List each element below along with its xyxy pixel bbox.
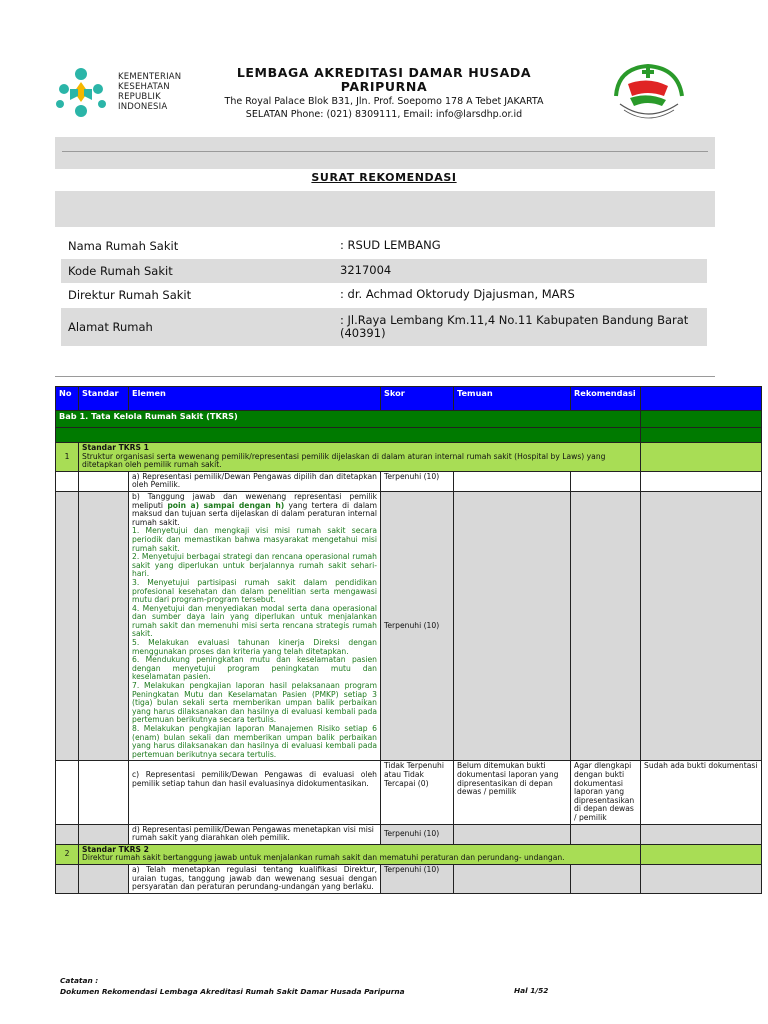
- standard-row: [56, 443, 762, 472]
- standard-cell: [79, 443, 641, 472]
- standard-description: Struktur organisasi serta wewenang pemilik/representasi pemilik dijelaskan di dalam aturan internal rumah sakit (Hospital by Laws) yang ditetapkan oleh pemilik rumah sakit.: [82, 451, 606, 470]
- divider: [55, 376, 715, 377]
- element-text: a) Representasi pemilik/Dewan Pengawas dipilih dan ditetapkan oleh Pemilik.: [129, 471, 381, 491]
- info-value: : dr. Achmad Oktorudy Djajusman, MARS: [340, 287, 575, 301]
- follow-up-cell: Sudah ada bukti dokumentasi: [641, 761, 762, 824]
- element-sub-item: 7. Melakukan pengkajian laporan hasil pelaksanaan program Peningkatan Mutu dan Keselamatan Pasien (PMKP) setiap 3 (tiga) bulan sekali serta memberikan umpan balik perbaikan yang harus dilaksanakan dan hasilnya di evaluasi kembali pada pertemuan berikutnya secara tertulis.: [132, 681, 377, 725]
- info-label: Direktur Rumah Sakit: [68, 288, 192, 302]
- score-cell: Terpenuhi (10): [381, 864, 454, 893]
- info-row-name: [61, 236, 707, 258]
- score-cell: Terpenuhi (10): [381, 471, 454, 491]
- info-row-director: [61, 285, 707, 307]
- table-row: [56, 864, 762, 893]
- ministry-name: KEMENTERIAN KESEHATAN REPUBLIK INDONESIA: [118, 72, 182, 112]
- element-sub-item: 3. Menyetujui partisipasi rumah sakit dalam pendidikan profesional kesehatan dan dalam penelitian serta mengawasi mutu dari program-program tersebut.: [132, 577, 377, 605]
- larsdhp-logo-icon: [608, 62, 690, 124]
- recommendation-cell: Agar dlengkapi dengan bukti dokumentasi laporan yang dipresentasikan di depan dewas / pemilik: [571, 761, 641, 824]
- column-header: No: [56, 387, 79, 411]
- kemenkes-logo-icon: [50, 66, 114, 118]
- footer-note-label: Catatan :: [60, 976, 99, 985]
- table-row: [56, 761, 762, 824]
- page-number: Hal 1/52: [514, 986, 549, 995]
- element-sub-item: 2. Menyetujui berbagai strategi dan rencana operasional rumah sakit yang diperlukan untuk berjalannya rumah sakit sehari- hari.: [132, 552, 377, 579]
- document-title: SURAT REKOMENDASI: [311, 171, 457, 184]
- header-grey-band: [55, 137, 715, 169]
- info-value: 3217004: [340, 263, 392, 277]
- column-header-empty: [641, 387, 762, 411]
- standard-number: 2: [56, 844, 79, 864]
- score-cell: Terpenuhi (10): [381, 824, 454, 844]
- table-row: [56, 491, 762, 760]
- element-text: a) Telah menetapkan regulasi tentang kualifikasi Direktur, uraian tugas, tanggung jawab dan wewenang sesuai dengan persyaratan dan peraturan perundang-undangan yang berlaku.: [129, 864, 381, 893]
- info-label: Nama Rumah Sakit: [68, 239, 179, 253]
- spacer-row: [56, 428, 762, 443]
- org-title-line-2: PARIPURNA: [340, 79, 428, 94]
- chapter-row: [56, 411, 762, 428]
- standard-title: Standar TKRS 2: [82, 844, 149, 854]
- column-header: Rekomendasi: [571, 387, 641, 411]
- address-line-2: SELATAN Phone: (021) 8309111, Email: info@larsdhp.or.id: [245, 109, 523, 120]
- table-row: [56, 471, 762, 491]
- assessment-table: [55, 386, 762, 894]
- info-value: : RSUD LEMBANG: [340, 238, 441, 252]
- table-header-row: [56, 387, 762, 411]
- column-header: Standar: [79, 387, 129, 411]
- element-text: b) Tanggung jawab dan wewenang representasi pemilik meliputi poin a) sampai dengan h) yang tertera di dalam maksud dan tujuan serta dijelaskan di dalam peraturan internal rumah sakit. 1. Menyetujui dan mengkaji visi misi rumah sakit secara periodik dan memastikan bahwa masyarakat mengetahui misi rumah sakit. 2. Menyetujui berbagai strategi dan rencana operasional rumah sakit yang diperlukan untuk berjalannya rumah sakit sehari- hari. 3. Menyetujui partisipasi rumah sakit dalam pendidikan profesional kesehatan dan dalam penelitian serta mengawasi mutu dari program-program tersebut. 4. Menyetujui dan menyediakan modal serta dana operasional dan sumber daya lain yang diperlukan untuk menjalankan rumah sakit dan memenuhi misi serta rencana strategis rumah sakit. 5. Melakukan evaluasi tahunan kinerja Direksi dengan menggunakan proses dan kriteria yang telah ditetapkan. 6. Mendukung peningkatan mutu dan keselamatan pasien dengan menyetujui program peningkatan mutu dan keselamatan pasien. 7. Melakukan pengkajian laporan hasil pelaksanaan program Peningkatan Mutu dan Keselamatan Pasien (PMKP) setiap 3 (tiga) bulan sekali serta memberikan umpan balik perbaikan yang harus dilaksanakan dan hasilnya di evaluasi kembali pada pertemuan berikutnya secara tertulis. 8. Melakukan pengkajian laporan Manajemen Risiko setiap 6 (enam) bulan sekali dan memberikan umpan balik perbaikan yang harus dilaksanakan dan hasilnya di evaluasi kembali pada pertemuan berikutnya secara tertulis.: [129, 491, 381, 760]
- info-row-address: [61, 308, 707, 346]
- column-header: Elemen: [129, 387, 381, 411]
- footer-document-name: Dokumen Rekomendasi Lembaga Akreditasi Rumah Sakit Damar Husada Paripurna: [60, 987, 405, 996]
- standard-cell: [79, 844, 641, 864]
- standard-title: Standar TKRS 1: [82, 443, 149, 452]
- chapter-title: Bab 1. Tata Kelola Rumah Sakit (TKRS): [56, 411, 641, 428]
- element-sub-item: 4. Menyetujui dan menyediakan modal serta dana operasional dan sumber daya lain yang diperlukan untuk menjalankan rumah sakit dan memenuhi misi serta rencana strategis rumah sakit.: [132, 603, 377, 639]
- element-text: d) Representasi pemilik/Dewan Pengawas menetapkan visi misi rumah sakit yang diarahkan oleh pemilik.: [129, 824, 381, 844]
- address-line-1: The Royal Palace Blok B31, Jln. Prof. Soepomo 178 A Tebet JAKARTA: [224, 96, 544, 107]
- standard-row: [56, 844, 762, 864]
- element-sub-item: 5. Melakukan evaluasi tahunan kinerja Direksi dengan menggunakan proses dan kriteria yang telah ditetapkan.: [132, 638, 377, 656]
- info-label: Alamat Rumah: [68, 320, 153, 334]
- divider: [62, 151, 708, 152]
- standard-description: Direktur rumah sakit bertanggung jawab untuk menjalankan rumah sakit dan mematuhi peraturan dan perundang- undangan.: [82, 853, 565, 863]
- info-value: : Jl.Raya Lembang Km.11,4 No.11 Kabupaten Bandung Barat (40391): [340, 313, 689, 340]
- title-grey-band: [55, 191, 715, 227]
- column-header: Temuan: [454, 387, 571, 411]
- score-cell: Tidak Terpenuhi atau Tidak Tercapai (0): [381, 761, 454, 824]
- footer: [60, 975, 405, 997]
- org-title-line-1: LEMBAGA AKREDITASI DAMAR HUSADA: [236, 65, 532, 80]
- finding-cell: Belum ditemukan bukti dokumentasi laporan yang dipresentasikan di depan dewas / pemilik: [454, 761, 571, 824]
- letterhead: [190, 66, 578, 120]
- element-text: c) Representasi pemilik/Dewan Pengawas di evaluasi oleh pemilik setiap tahun dan hasil evaluasinya didokumentasikan.: [129, 761, 381, 824]
- info-row-code: [61, 259, 707, 283]
- element-sub-item: 8. Melakukan pengkajian laporan Manajemen Risiko setiap 6 (enam) bulan sekali dan memberikan umpan balik perbaikan yang harus dilaksanakan dan hasilnya di evaluasi kembali pada pertemuan berikutnya secara tertulis.: [132, 724, 377, 759]
- score-cell: Terpenuhi (10): [381, 491, 454, 760]
- element-sub-item: 6. Mendukung peningkatan mutu dan keselamatan pasien dengan menyetujui program peningkatan mutu dan keselamatan pasien.: [132, 655, 377, 682]
- info-label: Kode Rumah Sakit: [68, 264, 173, 278]
- element-sub-item: 1. Menyetujui dan mengkaji visi misi rumah sakit secara periodik dan memastikan bahwa masyarakat mengetahui misi rumah sakit.: [132, 526, 377, 553]
- table-row: [56, 824, 762, 844]
- column-header: Skor: [381, 387, 454, 411]
- standard-number: 1: [56, 443, 79, 472]
